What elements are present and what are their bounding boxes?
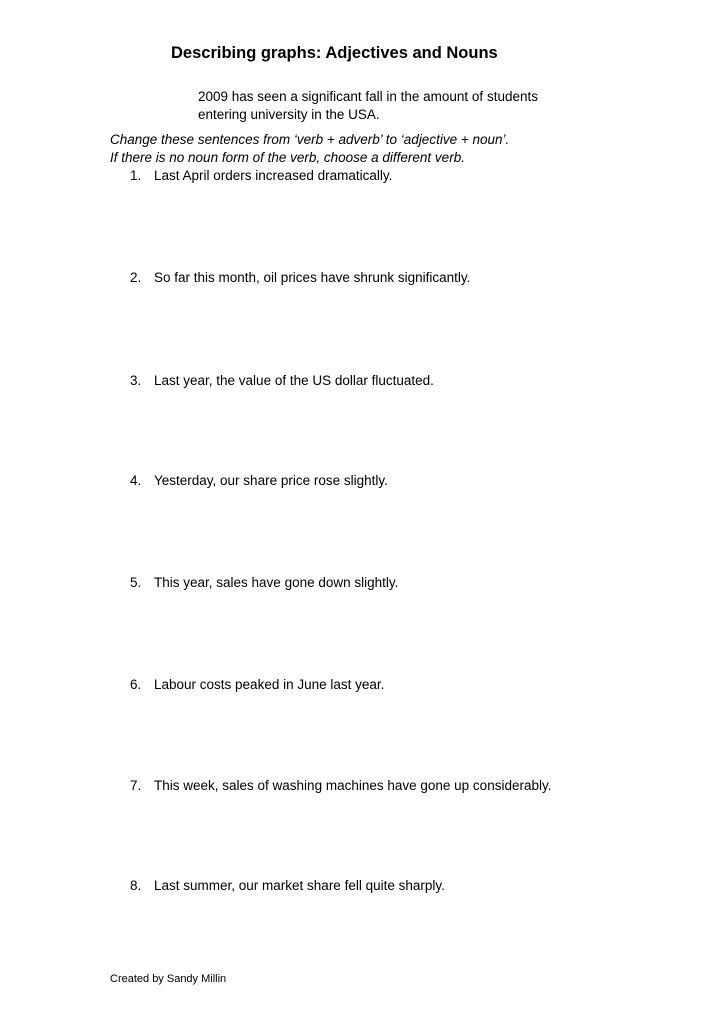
question-7 [130,777,551,795]
question-number: 5. [130,575,142,590]
question-text: Last April orders increased dramatically. [154,168,393,183]
question-6 [130,676,384,694]
question-text: Last year, the value of the US dollar fluctuated. [154,373,434,388]
question-number: 3. [130,373,142,388]
question-2 [130,269,470,287]
question-text: So far this month, oil prices have shrunk significantly. [154,270,471,285]
question-text: This week, sales of washing machines have gone up considerably. [154,778,552,793]
example-sentence [198,88,538,124]
page-title: Describing graphs: Adjectives and Nouns [171,44,498,62]
example-line-2: entering university in the USA. [198,107,380,122]
question-text: Last summer, our market share fell quite sharply. [154,878,445,893]
question-number: 1. [130,168,142,183]
question-number: 2. [130,270,142,285]
instructions [110,131,509,167]
question-number: 4. [130,473,142,488]
question-3 [130,372,434,390]
instructions-line-1: Change these sentences from ‘verb + adverb’ to ‘adjective + noun’. [110,132,510,147]
question-5 [130,574,398,592]
instructions-line-2: If there is no noun form of the verb, choose a different verb. [110,150,465,165]
question-text: Yesterday, our share price rose slightly. [154,473,388,488]
question-4 [130,472,388,490]
question-number: 8. [130,878,142,893]
question-number: 7. [130,778,142,793]
example-line-1: 2009 has seen a significant fall in the amount of students [198,89,538,104]
question-text: This year, sales have gone down slightly. [154,575,399,590]
question-number: 6. [130,677,142,692]
question-1 [130,167,392,185]
question-text: Labour costs peaked in June last year. [154,677,385,692]
question-8 [130,877,445,895]
footer-credit: Created by Sandy Millin [110,973,227,985]
